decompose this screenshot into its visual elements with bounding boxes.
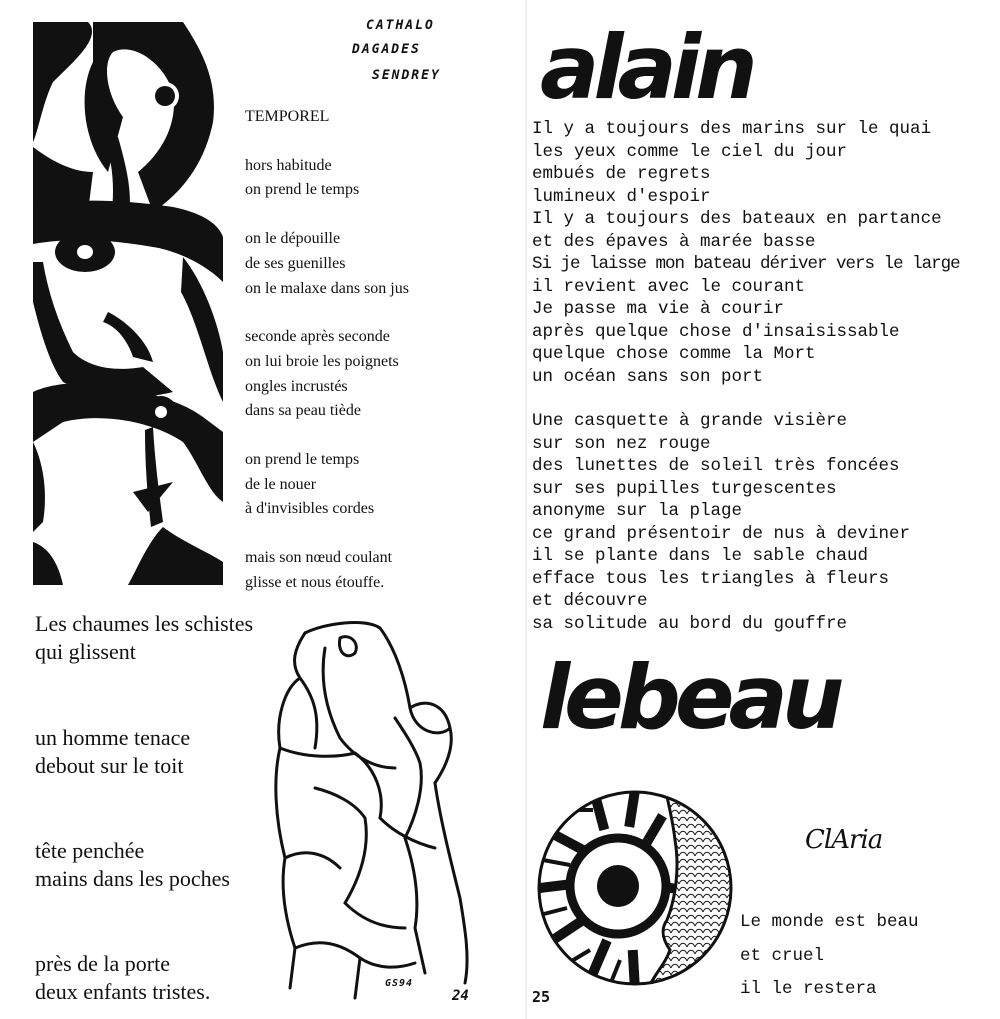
poem-line: Il y a toujours des bateaux en partance <box>532 209 942 229</box>
poem-line: Une casquette à grande visière <box>532 411 848 431</box>
author-signature-dagades: DAGADES <box>352 42 421 57</box>
poem-temporel <box>245 105 409 596</box>
marins-stanza-1 <box>532 118 960 388</box>
temporel-stanza-1 <box>245 154 409 203</box>
poem-line: de le nouer <box>245 475 317 493</box>
art1-initials: 94 GS <box>42 557 52 575</box>
poem-line: sur son nez rouge <box>532 433 711 454</box>
poem-line: Les chaumes les schistes <box>35 611 254 636</box>
poem-line: il se plante dans le sable chaud <box>532 546 869 566</box>
poem-chaumes <box>35 610 253 1006</box>
poem-line: mains dans les poches <box>35 866 230 891</box>
temporel-stanza-2 <box>245 227 409 301</box>
author-signature-cathalo: CATHALO <box>366 18 435 33</box>
poem-line: ongles incrustés <box>245 377 348 395</box>
poem-line: des lunettes de soleil très foncées <box>532 456 900 476</box>
poem-line: Il y a toujours des marins sur le quai <box>532 119 932 139</box>
poem-line: on lui broie les poignets <box>245 352 399 370</box>
poem-line: embués de regrets <box>532 164 711 184</box>
poem-line: de ses guenilles <box>245 254 346 272</box>
poem-line: on le dépouille <box>245 230 341 248</box>
poem-line: Je passe ma vie à courir <box>532 299 785 319</box>
poem-title: TEMPOREL <box>245 108 330 125</box>
poem-line: Si je laisse mon bateau dériver vers le large <box>532 254 960 274</box>
poem-marins <box>532 118 960 635</box>
temporel-stanza-4 <box>245 448 409 522</box>
poem-line: Le monde est beau <box>740 912 919 932</box>
poem-line: et cruel <box>740 945 825 966</box>
woodcut-faces-artwork <box>33 22 223 585</box>
poem-monde <box>740 906 919 1007</box>
page-number-left: 24 <box>452 988 469 1004</box>
poem-line: glisse et nous étouffe. <box>245 573 385 591</box>
art-signature-claria: ClAria <box>805 825 883 855</box>
poem-line: efface tous les triangles à fleurs <box>532 568 890 589</box>
poem-line: un homme tenace <box>35 725 191 750</box>
temporel-stanza-5 <box>245 546 409 595</box>
chaumes-stanza-1 <box>35 610 253 666</box>
poem-line: après quelque chose d'insaisissable <box>532 321 900 342</box>
poem-line: et des épaves à marée basse <box>532 231 816 252</box>
poem-line: lumineux d'espoir <box>532 186 711 207</box>
poem-line: qui glissent <box>35 639 136 664</box>
circle-sun-artwork <box>535 780 735 995</box>
poem-line: près de la porte <box>35 951 170 976</box>
poem-line: il le restera <box>740 979 877 999</box>
chaumes-stanza-2 <box>35 724 253 780</box>
poem-line: et découvre <box>532 591 648 611</box>
poem-line: on prend le temps <box>245 181 360 199</box>
temporel-stanza-3 <box>245 325 409 424</box>
author-first-name: alain <box>540 16 752 119</box>
poem-line: hors habitude <box>245 156 332 174</box>
poem-line: on le malaxe dans son jus <box>245 279 409 297</box>
poem-line: les yeux comme le ciel du jour <box>532 141 848 162</box>
author-last-name: lebeau <box>540 646 839 749</box>
poem-line: un océan sans son port <box>532 366 764 387</box>
poem-line: ce grand présentoir de nus à deviner <box>532 523 911 544</box>
poem-line: sa solitude au bord du gouffre <box>532 613 848 634</box>
poem-line: quelque chose comme la Mort <box>532 344 816 364</box>
poem-line: dans sa peau tiède <box>245 402 361 420</box>
poem-line: seconde après seconde <box>245 328 390 346</box>
art2-signature: GS94 <box>385 978 414 989</box>
chaumes-stanza-4 <box>35 950 253 1006</box>
poem-line: sur ses pupilles turgescentes <box>532 478 837 499</box>
marins-stanza-2 <box>532 410 960 635</box>
poem-line: anonyme sur la plage <box>532 501 743 521</box>
poem-line: debout sur le toit <box>35 753 184 778</box>
poem-line: mais son nœud coulant <box>245 549 393 567</box>
author-signature-sendrey: SENDREY <box>372 68 441 83</box>
poem-line: deux enfants tristes. <box>35 979 211 1004</box>
line-drawing-figure <box>265 618 480 1003</box>
poem-line: on prend le temps <box>245 451 360 469</box>
page-number-right: 25 <box>532 988 551 1006</box>
page-gutter <box>525 0 527 1019</box>
poem-line: tête penchée <box>35 838 145 863</box>
chaumes-stanza-3 <box>35 837 253 893</box>
poem-line: il revient avec le courant <box>532 276 806 297</box>
poem-line: à d'invisibles cordes <box>245 500 375 518</box>
